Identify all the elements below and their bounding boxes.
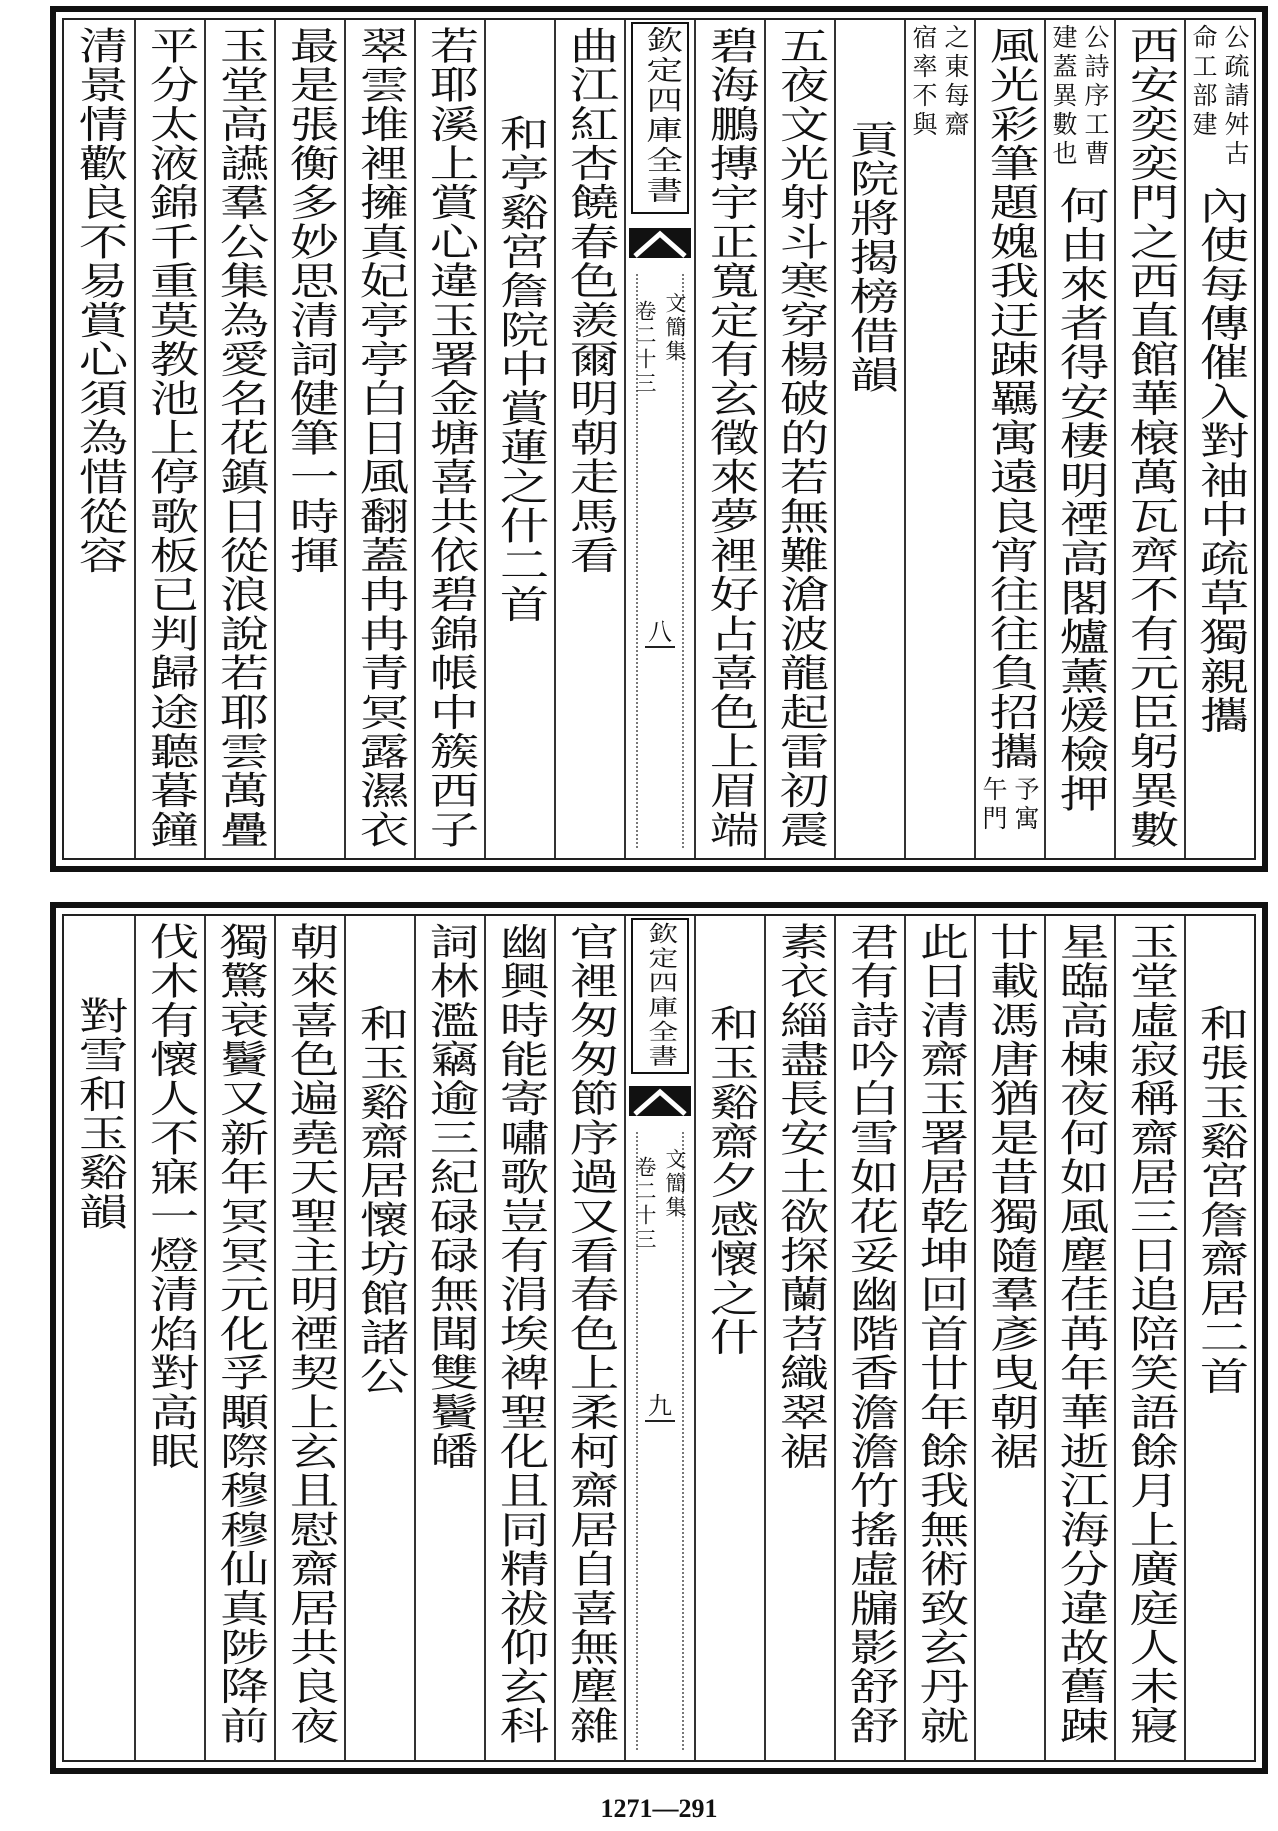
annotation-line: 建蓋異數也 bbox=[1049, 24, 1078, 169]
volume-reference bbox=[633, 292, 687, 396]
verse-line: 五夜文光射斗寒穿楊破的若無難滄波龍起雷初震 bbox=[771, 26, 829, 850]
fish-tail-mark bbox=[629, 222, 691, 266]
text-column bbox=[274, 916, 344, 1760]
text-column bbox=[1114, 916, 1184, 1760]
book-title-box bbox=[631, 22, 689, 214]
text-column bbox=[554, 20, 624, 858]
text-column bbox=[274, 20, 344, 858]
poem-title: 和玉谿齋夕感懷之什 bbox=[701, 1004, 759, 1357]
annotation-line: 宿率不與 bbox=[909, 24, 938, 140]
text-column bbox=[1184, 20, 1254, 858]
text-column bbox=[134, 20, 204, 858]
poem-title: 和亭谿宮詹院中賞蓮之什二首 bbox=[491, 114, 549, 624]
volume-reference bbox=[633, 1148, 687, 1252]
text-column bbox=[554, 916, 624, 1760]
text-column bbox=[694, 916, 764, 1760]
annotation-line: 命工部建 bbox=[1189, 24, 1218, 140]
verse-line: 內使每傳催入對袖中疏草獨親攜 bbox=[1191, 186, 1249, 735]
poem-title: 對雪和玉谿韻 bbox=[70, 996, 128, 1232]
volume-number: 卷二十三 bbox=[633, 1156, 657, 1252]
text-column bbox=[764, 916, 834, 1760]
text-column bbox=[344, 916, 414, 1760]
text-column bbox=[974, 916, 1044, 1760]
poem-title: 和張玉谿宮詹齋居二首 bbox=[1191, 1004, 1249, 1396]
inner-frame bbox=[62, 914, 1256, 1762]
verse-line: 西安奕奕門之西直館華榱萬瓦齊不有元臣躬異數 bbox=[1121, 26, 1179, 850]
annotation-note bbox=[1049, 24, 1109, 169]
page-panel-top bbox=[50, 6, 1268, 872]
verse-line: 此日清齋玉署居乾坤回首廿年餘我無術致玄丹就 bbox=[911, 922, 969, 1746]
annotation-line: 午門 bbox=[979, 776, 1008, 834]
center-fold-column bbox=[624, 916, 694, 1760]
verse-line: 玉堂高讌羣公集為愛名花鎮日從浪說若耶雲萬疊 bbox=[211, 26, 269, 850]
annotation-line: 予寓 bbox=[1011, 776, 1040, 834]
annotation-note bbox=[1189, 24, 1249, 169]
verse-line: 最是張衡多妙思清詞健筆一時揮 bbox=[281, 26, 339, 575]
poem-title: 貢院將揭榜借韻 bbox=[841, 120, 899, 395]
text-column bbox=[764, 20, 834, 858]
text-column bbox=[904, 20, 974, 858]
verse-line: 碧海鵬摶宇正寬定有玄徵來夢裡好占喜色上眉端 bbox=[701, 26, 759, 850]
verse-line: 伐木有懷人不寐一燈清焰對高眠 bbox=[141, 922, 199, 1471]
text-column bbox=[484, 20, 554, 858]
footer-page-reference: 1271—291 bbox=[600, 1794, 718, 1823]
inner-frame bbox=[62, 18, 1256, 860]
text-column bbox=[134, 916, 204, 1760]
page-number: 九 bbox=[645, 1392, 675, 1422]
annotation-note bbox=[909, 24, 969, 140]
verse-line: 若耶溪上賞心違玉署金塘喜共依碧錦帳中簇西子 bbox=[421, 26, 479, 850]
book-title-box bbox=[631, 918, 689, 1074]
verse-line: 朝來喜色遍堯天聖主明禋契上玄且慰齋居共良夜 bbox=[281, 922, 339, 1746]
verse-line: 官裡匆匆節序過又看春色上柔柯齋居自喜無塵雜 bbox=[561, 922, 619, 1746]
verse-line: 廿載馮唐猶是昔獨隨羣彥曳朝裾 bbox=[981, 922, 1039, 1471]
book-title: 欽定四庫全書 bbox=[643, 922, 678, 1069]
text-column bbox=[414, 916, 484, 1760]
verse-line: 獨驚衰鬢又新年冥冥元化孚顒際穆穆仙真陟降前 bbox=[211, 922, 269, 1746]
fish-tail-mark bbox=[629, 1080, 691, 1124]
text-column bbox=[484, 916, 554, 1760]
text-column bbox=[64, 916, 134, 1760]
verse-line: 君有詩吟白雪如花妥幽階香澹澹竹搖虛牖影舒舒 bbox=[841, 922, 899, 1746]
verse-line: 翠雲堆裡擁真妃亭亭白日風翻蓋冉冉青冥露濕衣 bbox=[351, 26, 409, 850]
annotation-line: 公詩序工曹 bbox=[1081, 24, 1110, 169]
text-column bbox=[974, 20, 1044, 858]
volume-number: 卷二十三 bbox=[633, 300, 657, 396]
text-column bbox=[1184, 916, 1254, 1760]
verse-line: 清景情歡良不易賞心須為惜從容 bbox=[70, 26, 128, 575]
text-column bbox=[904, 916, 974, 1760]
text-column bbox=[414, 20, 484, 858]
poem-title: 和玉谿齋居懷坊館諸公 bbox=[351, 1004, 409, 1396]
verse-line: 星臨高棟夜何如風塵荏苒年華逝江海分違故舊踈 bbox=[1051, 922, 1109, 1746]
text-column bbox=[1044, 916, 1114, 1760]
page-number: 八 bbox=[645, 618, 675, 648]
verse-line: 幽興時能寄嘯歌豈有涓埃裨聖化且同精祓仰玄科 bbox=[491, 922, 549, 1746]
verse-line: 平分太液錦千重莫教池上停歌板已判歸途聽暮鐘 bbox=[141, 26, 199, 850]
text-column bbox=[834, 20, 904, 858]
text-column bbox=[64, 20, 134, 858]
page-panel-bottom bbox=[50, 902, 1268, 1774]
text-column bbox=[344, 20, 414, 858]
verse-line: 曲江紅杏饒春色羨爾明朝走馬看 bbox=[561, 26, 619, 575]
verse-line: 玉堂虛寂稱齋居三日追陪笑語餘月上廣庭人未寢 bbox=[1121, 922, 1179, 1746]
text-column bbox=[204, 916, 274, 1760]
verse-line: 詞林濫竊逾三紀碌碌無聞雙鬢皤 bbox=[421, 922, 479, 1471]
book-title: 欽定四庫全書 bbox=[639, 26, 682, 206]
verse-line: 何由來者得安棲明禋高閣爐薰煖檢押 bbox=[1051, 186, 1109, 814]
annotation-note bbox=[979, 776, 1039, 834]
text-column bbox=[1114, 20, 1184, 858]
annotation-line: 公疏請舛古 bbox=[1221, 24, 1250, 169]
verse-line: 風光彩筆題媿我迂踈羈寓遠良宵往往負招攜 bbox=[981, 26, 1039, 771]
collection-name: 文簡集 bbox=[663, 1148, 687, 1220]
text-column bbox=[694, 20, 764, 858]
text-column bbox=[834, 916, 904, 1760]
annotation-line: 之東每齋 bbox=[941, 24, 970, 140]
collection-name: 文簡集 bbox=[663, 292, 687, 364]
text-column bbox=[1044, 20, 1114, 858]
center-fold-column bbox=[624, 20, 694, 858]
verse-line: 素衣緇盡長安土欲探蘭苕織翠裾 bbox=[771, 922, 829, 1471]
text-column bbox=[204, 20, 274, 858]
